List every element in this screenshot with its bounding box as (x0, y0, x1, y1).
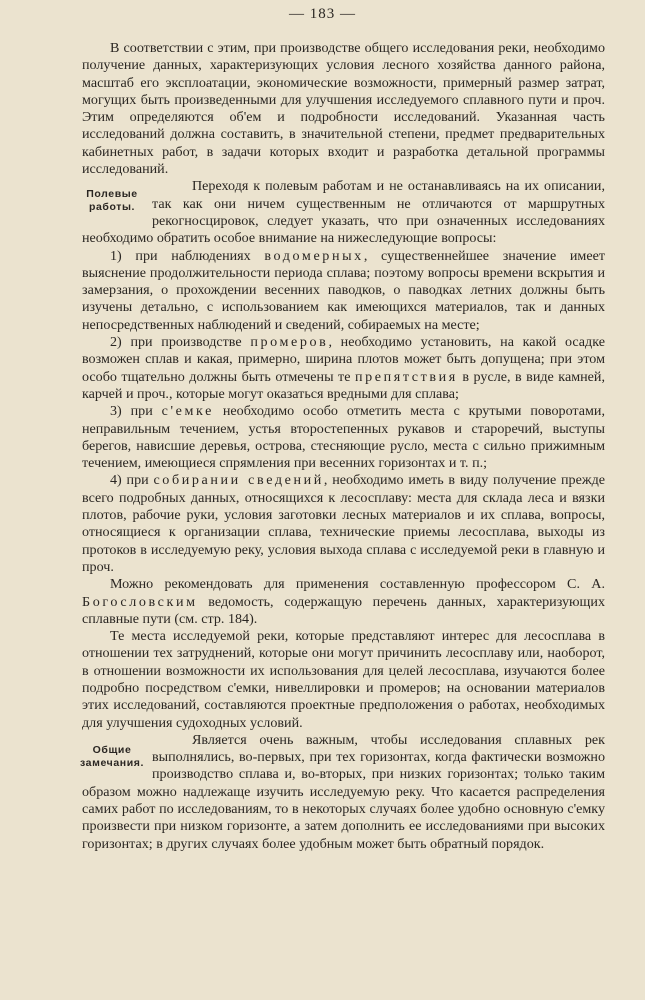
paragraph-field-work: Переходя к полевым работам и не останавливаясь на их описании, так как они ничем существенным не отличаются от маршрутных рекогносцировок, следует указать, что при означенных исследованиях необходимо обратить особое внимание на нижеследующие вопросы: (82, 178, 605, 247)
emphasis-promerov: промеров (250, 334, 329, 351)
margin-note-field-work: Полевые работы. (86, 188, 138, 214)
paragraph-item-4: 4) при собирании сведений, необходимо иметь в виду получение прежде всего подробных данных, относящихся к лесосплаву: места для склада леса и вязки плотов, рабочие руки, условия заготовки лесных материалов и их сплава, вопросы, относящиеся к организации сплава, технические приемы лесосплава, выходы из протоков в исследуемую реку, условия выхода сплава с исследуемой реки в главную и проч. (82, 472, 605, 575)
emphasis-semke: с'емке (161, 403, 214, 420)
paragraph-intro: В соответствии с этим, при производстве общего исследования реки, необходимо получение данных, характеризующих условия лесного хозяйства данного района, масштаб его эксплоатации, экономические возможности, примерный размер затрат, могущих быть произведенными для улучшения исследуемого сплавного пути и проч. Этим определяются об'ем и подробности исследований. Указанная часть исследований должна составить, в значительной степени, предмет предварительных кабинетных работ, в задачи которых входит и разработка детальной программы исследований. (82, 40, 605, 178)
body-text (79, 40, 605, 853)
page-number: — 183 — (289, 6, 356, 22)
paragraph-general-remarks: Является очень важным, чтобы исследования сплавных рек выполнялись, во-первых, при тех горизонтах, когда фактически возможно производство сплава и, во-вторых, при низких горизонтах; только таким образом можно надлежаще изучить исследуемую реку. Что касается распределения самих работ по исследованиям, то в некоторых случаях более удобно основную с'емку произвести при низком горизонте, а затем дополнить ее исследованиями при высоких горизонтах; в других случаях более удобным может быть обратный порядок. (82, 731, 605, 852)
paragraph-item-2: 2) при производстве промеров, необходимо установить, на какой осадке возможен сплав и какая, примерно, ширина плотов может быть допущена; при этом особо тщательно должны быть отмечены те препятствия в русле, в виде камней, карчей и проч., которые могут оказаться вредными для сплава; (82, 334, 605, 402)
paragraph-item-1: 1) при наблюдениях водомерных, существеннейшее значение имеет выяснение продолжительности периода сплава; поэтому вопросы времени вскрытия и замерзания, о прохождении весенних паводков, о паводках летних должны быть изучены детально, с использованием как имеющихся материалов, так и данных непосредственных наблюдений и сведений, собираемых на месте; (82, 247, 605, 333)
emphasis-sobiranii-svedeniy: собирании сведений (153, 472, 324, 489)
paragraph-places: Те места исследуемой реки, которые представляют интерес для лесосплава в отношении тех затруднений, которые они могут причинить лесосплаву или, наоборот, в отношении возможности их использования для целей лесосплава, изучаются более подробно посредством с'емки, нивеллировки и промеров; на основании материалов этих исследований, составляются проектные предположения о работах, необходимых для улучшения судоходных условий. (82, 628, 605, 731)
emphasis-bogoslovskim: Богословским (82, 593, 198, 610)
emphasis-prepyatstviya: препятствия (354, 368, 458, 385)
paragraph-recommendation: Можно рекомендовать для применения составленную профессором С. А. Богословским ведомость, содержащую перечень данных, характеризующих сплавные пути (см. стр. 184). (82, 576, 605, 627)
emphasis-vodomernykh: водомерных (264, 247, 364, 264)
margin-note-general-remarks: Общие замечания. (79, 743, 145, 769)
paragraph-item-3: 3) при с'емке необходимо особо отметить места с крутыми поворотами, неправильным течением, устья второстепенных рукавов и староречий, выступы берегов, нависшие деревья, острова, стесняющие русло, места с сильно прижимным течением, имеющиеся спрямления при весенних горизонтах и т. п.; (82, 403, 605, 472)
